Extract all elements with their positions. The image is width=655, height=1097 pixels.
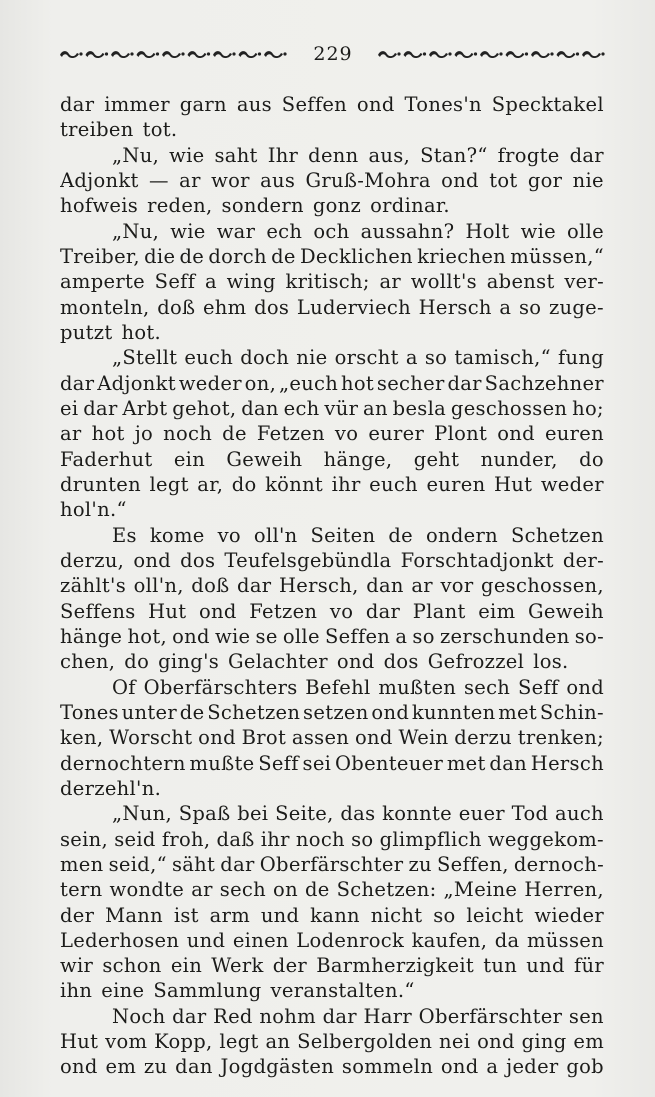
text-line: Es kome vo oll'n Seiten de ondern Schetzen xyxy=(112,523,604,547)
text-line: Treiber, die de dorch de Decklichen kriechen müssen,“ xyxy=(60,244,604,268)
text-line: wir schon ein Werk der Barmherzigkeit tun und für xyxy=(60,954,604,978)
text-line: ihn eine Sammlung veranstalten.“ xyxy=(60,979,415,1003)
text-line: Faderhut ein Geweih hänge, geht nunder, do xyxy=(60,447,604,471)
text-line: zählt's oll'n, doß dar Hersch, dan ar vor geschossen, xyxy=(60,574,604,598)
text-line: chen, do ging's Gelachter ond dos Gefrozzel los. xyxy=(60,650,569,674)
text-line: „Nu, wie war ech och aussahn? Holt wie olle xyxy=(112,219,604,243)
text-line: drunten legt ar, do könnt ihr euch euren Hut weder xyxy=(60,472,604,496)
text-line: dar Adjonkt weder on, „euch hot secher dar Sachzehner xyxy=(60,371,604,395)
text-line: Lederhosen und einen Lodenrock kaufen, da müssen xyxy=(60,928,604,952)
text-line: treiben tot. xyxy=(60,118,178,142)
text-line: ar hot jo noch de Fetzen vo eurer Plont ond euren xyxy=(60,422,604,446)
text-line: derzu, ond dos Teufelsgebündla Forschtadjonkt der- xyxy=(60,548,604,572)
ornament-right-icon xyxy=(376,48,608,60)
text-line: men seid,“ säht dar Oberfärschter zu Seffen, dernoch- xyxy=(60,852,604,876)
text-line: Hut vom Kopp, legt an Selbergolden nei ond ging em xyxy=(60,1030,604,1054)
page-number: 229 xyxy=(313,43,353,65)
text-line: tern wondte ar sech on de Schetzen: „Meine Herren, xyxy=(60,878,604,902)
text-line: Of Oberfärschters Befehl mußten sech Seff ond xyxy=(112,675,604,699)
page-header xyxy=(58,42,608,66)
text-line: Tones unter de Schetzen setzen ond kunnten met Schin- xyxy=(60,700,604,724)
text-line: hänge hot, ond wie se olle Seffen a so zerschunden so- xyxy=(60,624,604,648)
text-line: ken, Worscht ond Brot assen ond Wein derzu trenken; xyxy=(60,726,604,750)
body-text xyxy=(60,92,604,1080)
text-line: Noch dar Red nohm dar Harr Oberfärschter sen xyxy=(112,1004,604,1028)
text-line: putzt hot. xyxy=(60,320,162,344)
text-line: dar immer garn aus Seffen ond Tones'n Specktakel xyxy=(60,93,604,116)
text-line: ei dar Arbt gehot, dan ech vür an besla geschossen ho; xyxy=(60,396,604,420)
ornament-left-icon xyxy=(58,48,290,60)
text-line: Seffens Hut ond Fetzen vo dar Plant eim Geweih xyxy=(60,599,604,623)
text-line: der Mann ist arm und kann nicht so leicht wieder xyxy=(60,903,604,927)
text-line: dernochtern mußte Seff sei Obenteuer met dan Hersch xyxy=(60,751,604,775)
text-line: hol'n.“ xyxy=(60,498,127,522)
text-line: ond em zu dan Jogdgästen sommeln ond a jeder gob xyxy=(60,1055,604,1079)
text-line: „Nu, wie saht Ihr denn aus, Stan?“ frogte dar xyxy=(112,143,604,167)
text-line: amperte Seff a wing kritisch; ar wollt's abenst ver- xyxy=(60,270,604,294)
text-line: sein, seid froh, daß ihr noch so glimpflich weggekom- xyxy=(60,827,604,851)
text-line: Adjonkt — ar wor aus Gruß-Mohra ond tot gor nie xyxy=(60,168,604,192)
text-line: „Stellt euch doch nie orscht a so tamisch,“ fung xyxy=(112,346,604,370)
text-line: „Nun, Spaß bei Seite, das konnte euer Tod auch xyxy=(112,802,604,826)
text-line: hofweis reden, sondern gonz ordinar. xyxy=(60,194,450,218)
text-line: derzehl'n. xyxy=(60,776,162,800)
text-line: monteln, doß ehm dos Luderviech Hersch a so zuge- xyxy=(60,295,604,319)
